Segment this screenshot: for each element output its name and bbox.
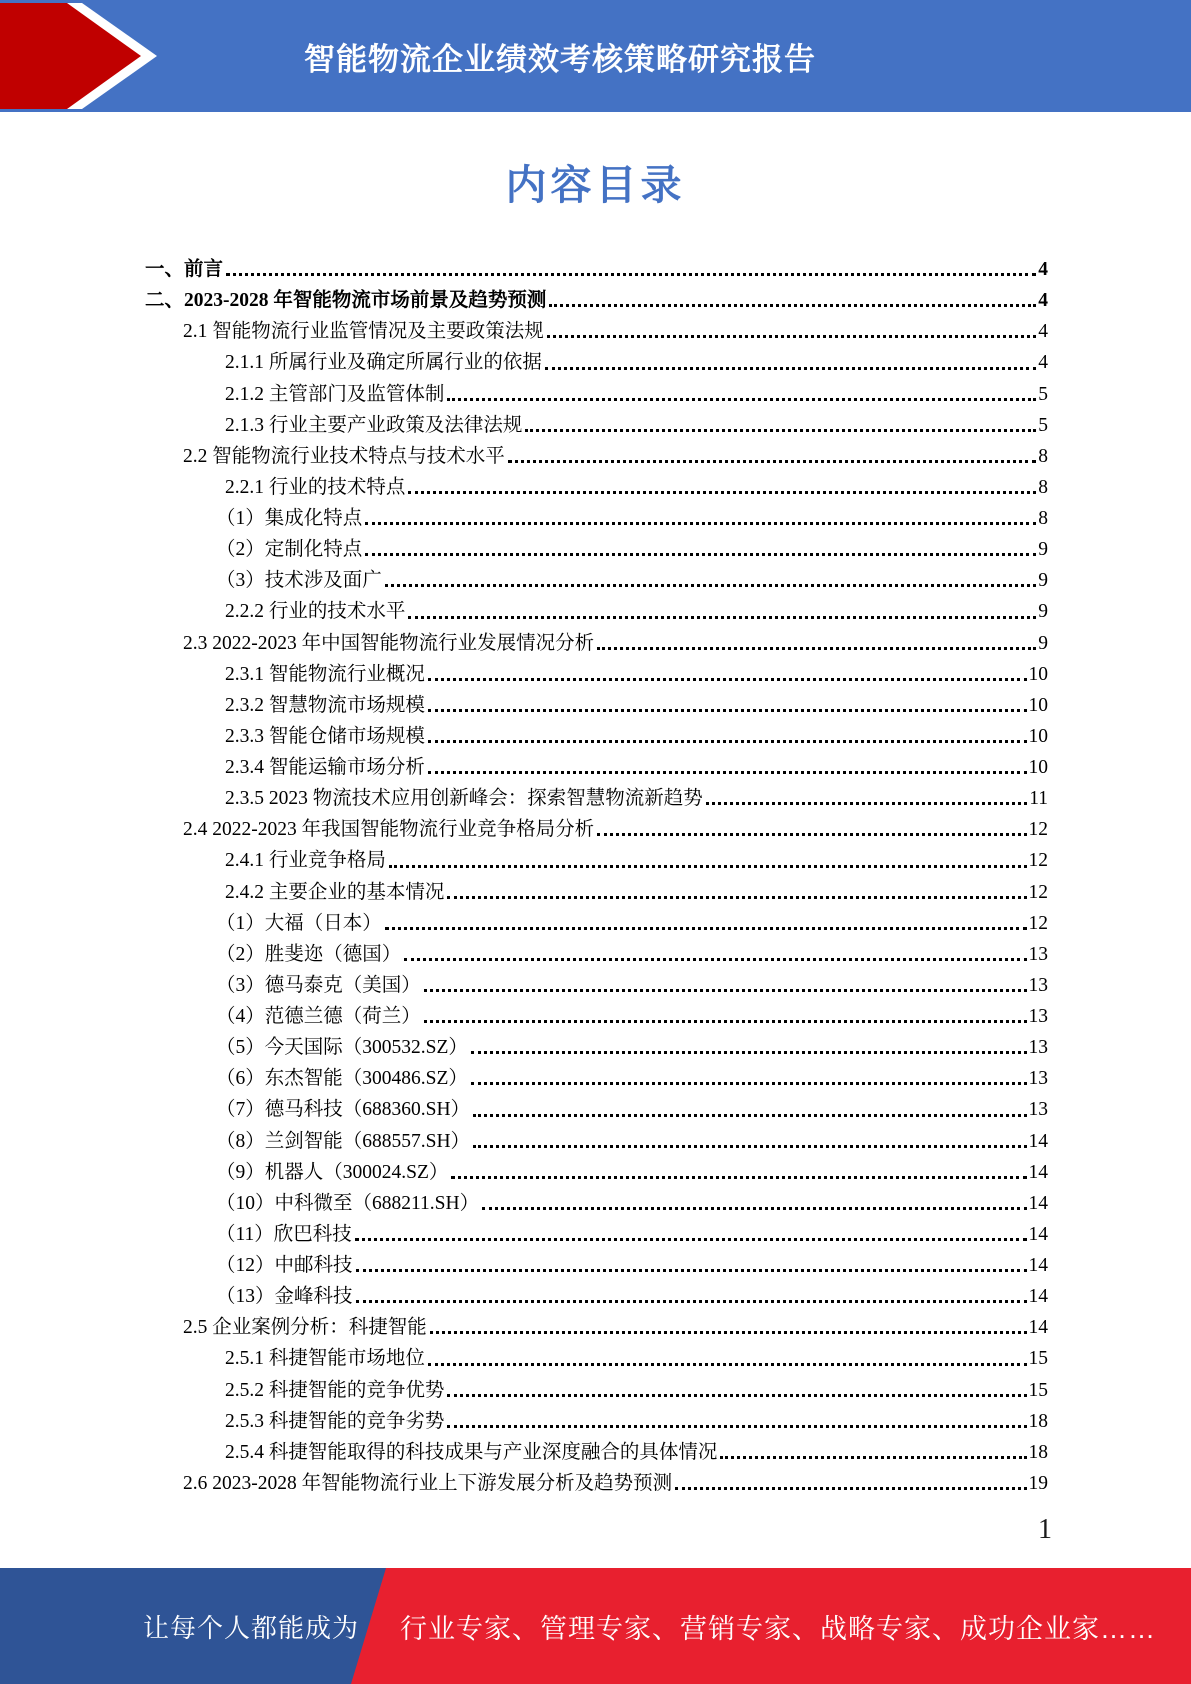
toc-entry-label: 2.4.1 行业竞争格局 [225,850,386,872]
toc-entry[interactable] [145,783,1048,814]
toc-page-number: 4 [1038,321,1048,343]
toc-entry[interactable] [145,316,1048,347]
toc-dotted-leader [447,1425,1026,1428]
toc-page-number: 12 [1028,912,1048,934]
toc-entry[interactable] [145,565,1048,596]
toc-page-number: 18 [1028,1441,1048,1463]
toc-entry[interactable] [145,1126,1048,1157]
toc-entry-label: 2.3 2022-2023 年中国智能物流行业发展情况分析 [183,632,595,654]
toc-list [145,254,1048,1499]
toc-dotted-leader [428,740,1027,743]
toc-page-number: 5 [1038,383,1048,405]
toc-dotted-leader [226,273,1036,276]
toc-entry-label: 2.5.1 科捷智能市场地位 [225,1348,425,1370]
toc-entry[interactable] [145,379,1048,410]
toc-entry-label: 2.2.2 行业的技术水平 [225,601,406,623]
toc-entry-label: 2.3.5 2023 物流技术应用创新峰会：探索智慧物流新趋势 [225,788,703,810]
toc-dotted-leader [471,1051,1027,1054]
toc-entry[interactable] [145,1250,1048,1281]
toc-page-number: 10 [1028,694,1048,716]
toc-page-number: 14 [1028,1255,1048,1276]
toc-dotted-leader [424,989,1027,992]
toc-page-number: 9 [1038,570,1048,592]
toc-dotted-leader [473,1145,1026,1148]
toc-entry[interactable] [145,659,1048,690]
toc-entry[interactable] [145,845,1048,876]
toc-entry[interactable] [145,908,1048,939]
toc-entry-label: （9）机器人（300024.SZ） [216,1161,449,1183]
toc-entry[interactable] [145,1188,1048,1219]
toc-dotted-leader [547,335,1036,338]
toc-entry[interactable] [145,1281,1048,1312]
toc-dotted-leader [428,678,1027,681]
toc-entry-label: （1）大福（日本） [216,912,382,934]
toc-entry[interactable] [145,721,1048,752]
toc-dotted-leader [428,709,1027,712]
toc-entry[interactable] [145,596,1048,627]
toc-entry-label: （12）中邮科技 [216,1255,353,1276]
toc-entry[interactable] [145,1094,1048,1125]
toc-entry-label: 2.1 智能物流行业监管情况及主要政策法规 [183,321,544,343]
toc-dotted-leader [365,553,1036,556]
toc-page-number: 14 [1028,1192,1048,1214]
toc-entry-label: （3）德马泰克（美国） [216,974,421,996]
toc-dotted-leader [428,1363,1027,1366]
toc-entry-label: （7）德马科技（688360.SH） [216,1099,471,1121]
toc-entry-label: 2.5 企业案例分析：科捷智能 [183,1317,427,1339]
toc-entry-label: 二、2023-2028 年智能物流市场前景及趋势预测 [145,290,547,312]
toc-entry-label: （2）定制化特点 [216,539,363,561]
toc-entry[interactable] [145,877,1048,908]
toc-entry[interactable] [145,939,1048,970]
toc-page-number: 4 [1038,352,1048,374]
footer-slogan-left: 让每个人都能成为 [143,1612,360,1643]
toc-entry[interactable] [145,628,1048,659]
toc-entry[interactable] [145,347,1048,378]
toc-entry[interactable] [145,410,1048,441]
toc-page-number: 5 [1038,414,1048,436]
toc-entry[interactable] [145,285,1048,316]
toc-entry-label: 2.2 智能物流行业技术特点与技术水平 [183,445,505,467]
toc-entry-label: 2.1.3 行业主要产业政策及法律法规 [225,414,523,436]
toc-entry-label: （3）技术涉及面广 [216,570,382,592]
toc-entry-label: 2.1.2 主管部门及监管体制 [225,383,445,405]
toc-dotted-leader [545,367,1036,370]
toc-dotted-leader [404,958,1026,961]
toc-dotted-leader [424,1020,1027,1023]
toc-page-number: 13 [1028,1006,1048,1027]
toc-dotted-leader [385,584,1036,587]
toc-entry[interactable] [145,254,1048,285]
toc-entry-label: 2.1.1 所属行业及确定所属行业的依据 [225,352,542,374]
toc-entry[interactable] [145,1437,1048,1468]
toc-entry[interactable] [145,1157,1048,1188]
toc-entry-label: （4）范德兰德（荷兰） [216,1006,421,1027]
toc-entry-label: 2.5.3 科捷智能的竞争劣势 [225,1410,445,1432]
toc-entry-label: （13）金峰科技 [216,1286,353,1308]
toc-entry-label: （8）兰剑智能（688557.SH） [216,1130,471,1152]
toc-entry[interactable] [145,1343,1048,1374]
toc-page-number: 8 [1038,508,1048,529]
toc-page-number: 13 [1028,1099,1048,1121]
toc-entry[interactable] [145,1468,1048,1499]
toc-page-number: 12 [1028,819,1048,841]
report-title: 智能物流企业绩效考核策略研究报告 [304,41,816,77]
toc-entry-label: （5）今天国际（300532.SZ） [216,1037,468,1059]
toc-page-number: 12 [1028,850,1048,872]
toc-entry[interactable] [145,690,1048,721]
toc-dotted-leader [408,491,1036,494]
toc-dotted-leader [447,398,1036,401]
toc-dotted-leader [430,1331,1027,1334]
toc-dotted-leader [389,865,1027,868]
toc-page-number: 9 [1038,539,1048,561]
toc-dotted-leader [675,1487,1026,1490]
toc-page-number: 12 [1028,881,1048,903]
toc-entry[interactable] [145,970,1048,1001]
toc-entry-label: （10）中科微至（688211.SH） [216,1192,480,1214]
toc-dotted-leader [549,304,1036,307]
toc-dotted-leader [365,522,1036,525]
toc-dotted-leader [720,1456,1026,1459]
toc-entry[interactable] [145,441,1048,472]
toc-page-number: 13 [1028,1068,1048,1090]
toc-entry-label: 2.4 2022-2023 年我国智能物流行业竞争格局分析 [183,819,595,841]
footer-banner [0,1568,1191,1684]
toc-dotted-leader [447,896,1026,899]
toc-dotted-leader [525,429,1036,432]
toc-entry-label: 2.3.3 智能仓储市场规模 [225,725,425,747]
toc-entry-label: （6）东杰智能（300486.SZ） [216,1068,468,1090]
toc-entry-label: 2.3.4 智能运输市场分析 [225,757,425,778]
toc-dotted-leader [428,771,1027,774]
toc-page-number: 8 [1038,476,1048,498]
toc-entry[interactable] [145,1032,1048,1063]
toc-page-number: 13 [1028,974,1048,996]
toc-entry[interactable] [145,1375,1048,1406]
toc-entry[interactable] [145,1001,1048,1032]
toc-dotted-leader [482,1207,1026,1210]
toc-page-number: 4 [1038,259,1048,280]
toc-entry-label: （1）集成化特点 [216,508,363,529]
toc-entry[interactable] [145,814,1048,845]
toc-entry[interactable] [145,752,1048,783]
toc-entry-label: 2.3.2 智慧物流市场规模 [225,694,425,716]
toc-page-number: 10 [1028,725,1048,747]
toc-page-number: 4 [1038,290,1048,312]
toc-dotted-leader [473,1114,1026,1117]
toc-page-number: 9 [1038,632,1048,654]
toc-page-number: 9 [1038,601,1048,623]
toc-entry[interactable] [145,472,1048,503]
toc-entry-label: （11）欣巴科技 [216,1223,352,1245]
toc-page-number: 14 [1028,1161,1048,1183]
header-banner [0,0,1191,112]
toc-entry-label: 2.5.4 科捷智能取得的科技成果与产业深度融合的具体情况 [225,1441,718,1463]
toc-dotted-leader [508,460,1036,463]
toc-entry-label: （2）胜斐迩（德国） [216,943,402,965]
toc-dotted-leader [355,1238,1027,1241]
toc-dotted-leader [706,802,1027,805]
toc-page-number: 15 [1028,1379,1048,1401]
toc-entry[interactable] [145,1219,1048,1250]
toc-page-number: 15 [1028,1348,1048,1370]
toc-page-number: 10 [1028,663,1048,685]
toc-page-number: 10 [1028,757,1048,778]
toc-entry-label: 2.2.1 行业的技术特点 [225,476,406,498]
toc-dotted-leader [356,1269,1027,1272]
toc-page-number: 8 [1038,445,1048,467]
toc-page-number: 18 [1028,1410,1048,1432]
toc-entry-label: 一、前言 [145,259,224,280]
toc-entry-label: 2.5.2 科捷智能的竞争优势 [225,1379,445,1401]
toc-page-number: 13 [1028,943,1048,965]
toc-page-number: 14 [1028,1223,1048,1245]
toc-entry[interactable] [145,1312,1048,1343]
toc-entry-label: 2.4.2 主要企业的基本情况 [225,881,445,903]
toc-page-number: 13 [1028,1037,1048,1059]
toc-dotted-leader [597,833,1026,836]
toc-dotted-leader [408,616,1036,619]
toc-dotted-leader [356,1300,1027,1303]
page-number: 1 [1038,1514,1052,1545]
toc-page-number: 14 [1028,1286,1048,1308]
toc-page-number: 14 [1028,1130,1048,1152]
toc-dotted-leader [471,1082,1027,1085]
toc-page-number: 14 [1028,1317,1048,1339]
toc-page-number: 11 [1029,788,1048,810]
footer-slogan-right: 行业专家、管理专家、营销专家、战略专家、成功企业家…… [400,1613,1156,1644]
toc-entry[interactable] [145,534,1048,565]
toc-dotted-leader [451,1176,1026,1179]
toc-entry[interactable] [145,1406,1048,1437]
toc-dotted-leader [385,927,1027,930]
toc-heading: 内容目录 [505,162,686,208]
toc-page-number: 19 [1028,1472,1048,1494]
toc-entry[interactable] [145,503,1048,534]
toc-entry-label: 2.3.1 智能物流行业概况 [225,663,425,685]
toc-dotted-leader [447,1394,1026,1397]
toc-entry[interactable] [145,1063,1048,1094]
toc-dotted-leader [597,647,1036,650]
toc-entry-label: 2.6 2023-2028 年智能物流行业上下游发展分析及趋势预测 [183,1472,673,1494]
